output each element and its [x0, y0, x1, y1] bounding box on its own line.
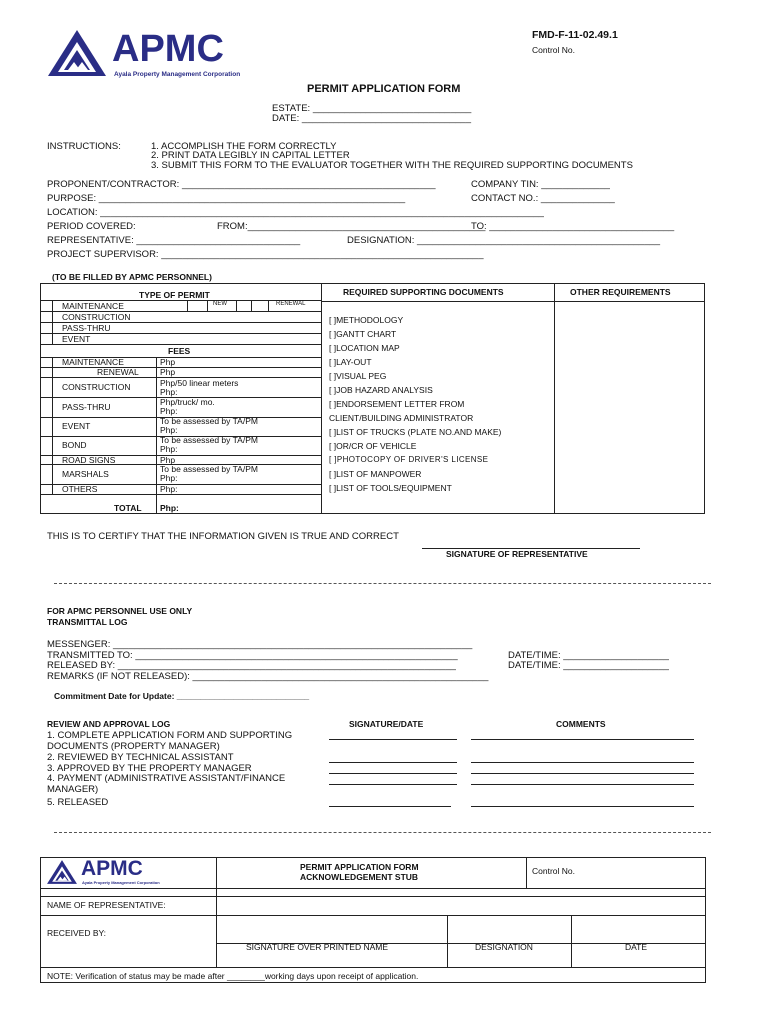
fee-construction-php[interactable]: Php:: [160, 387, 178, 397]
messenger-field[interactable]: MESSENGER: ____________________________________________________________________: [47, 639, 473, 650]
sig-line-1[interactable]: [329, 739, 457, 740]
stub-title-1: PERMIT APPLICATION FORM: [300, 862, 419, 872]
instruction-2: 2. PRINT DATA LEGIBLY IN CAPITAL LETTER: [151, 150, 350, 161]
required-docs-header: REQUIRED SUPPORTING DOCUMENTS: [343, 287, 504, 297]
stub-brand-subtitle: Ayala Property Management Corporation: [82, 880, 160, 885]
certify-text: THIS IS TO CERTIFY THAT THE INFORMATION GIVEN IS TRUE AND CORRECT: [47, 531, 399, 542]
req-manpower[interactable]: [ ]LIST OF MANPOWER: [329, 469, 422, 479]
commitment-date-field[interactable]: Commitment Date for Update: ____________________________: [54, 691, 310, 701]
total-value[interactable]: Php:: [160, 503, 179, 513]
estate-field[interactable]: ESTATE: ______________________________: [272, 103, 472, 114]
brand-name: APMC: [112, 28, 224, 70]
fee-renewal-value[interactable]: Php: [160, 367, 176, 377]
sig-line-3[interactable]: [329, 773, 457, 774]
req-visual-peg[interactable]: [ ]VISUAL PEG: [329, 371, 387, 381]
sig-line-2[interactable]: [329, 762, 457, 763]
fee-bond-label: BOND: [62, 440, 87, 450]
comments-header: COMMENTS: [556, 719, 606, 729]
contact-no-field[interactable]: CONTACT NO.: ______________: [471, 193, 615, 204]
page-title: PERMIT APPLICATION FORM: [307, 83, 461, 95]
cut-line-2: [54, 832, 711, 833]
fee-road-signs-label: ROAD SIGNS: [62, 455, 116, 465]
stub-date: DATE: [625, 942, 648, 952]
fee-bond-value: To be assessed by TA/PM: [160, 435, 258, 445]
project-supervisor-field[interactable]: PROJECT SUPERVISOR: _____________________________________________________________: [47, 249, 484, 260]
req-endorsement-cont: CLIENT/BUILDING ADMINISTRATOR: [329, 413, 474, 423]
fee-event-value: To be assessed by TA/PM: [160, 416, 258, 426]
released-by-field[interactable]: RELEASED BY: ________________________________________________________________: [47, 660, 456, 671]
representative-field[interactable]: REPRESENTATIVE: _______________________________: [47, 235, 301, 246]
comment-line-3[interactable]: [471, 773, 694, 774]
datetime-field-2[interactable]: DATE/TIME: ____________________: [508, 660, 669, 671]
stub-control-no: Control No.: [532, 866, 575, 876]
transmittal-log-title: TRANSMITTAL LOG: [47, 617, 128, 627]
req-gantt-chart[interactable]: [ ]GANTT CHART: [329, 329, 397, 339]
to-field[interactable]: TO: ___________________________________: [471, 221, 675, 232]
comment-line-2[interactable]: [471, 762, 694, 763]
signature-representative-label: SIGNATURE OF REPRESENTATIVE: [446, 549, 588, 559]
remarks-field[interactable]: REMARKS (IF NOT RELEASED): ________________________________________________________: [47, 671, 489, 682]
stub-signature-printed-name: SIGNATURE OVER PRINTED NAME: [246, 942, 388, 952]
req-list-trucks[interactable]: [ ]LIST OF TRUCKS (PLATE NO.AND MAKE): [329, 427, 502, 437]
review-item-1: 1. COMPLETE APPLICATION FORM AND SUPPORTING: [47, 730, 293, 741]
review-item-1-cont: DOCUMENTS (PROPERTY MANAGER): [47, 741, 220, 752]
comment-line-5[interactable]: [471, 806, 694, 807]
req-tools[interactable]: [ ]LIST OF TOOLS/EQUIPMENT: [329, 483, 452, 493]
fee-others-value[interactable]: Php:: [160, 484, 178, 494]
datetime-field-1[interactable]: DATE/TIME: ____________________: [508, 650, 669, 661]
stub-received-by: RECEIVED BY:: [47, 928, 107, 938]
fee-others-label: OTHERS: [62, 484, 98, 494]
fee-pass-thru-label: PASS-THRU: [62, 402, 111, 412]
review-log-title: REVIEW AND APPROVAL LOG: [47, 719, 171, 729]
stub-title-2: ACKNOWLEDGEMENT STUB: [300, 872, 419, 882]
renewal-label: RENEWAL: [276, 301, 306, 307]
instruction-3: 3. SUBMIT THIS FORM TO THE EVALUATOR TOGETHER WITH THE REQUIRED SUPPORTING DOCUMENTS: [151, 160, 633, 171]
fee-maintenance-value[interactable]: Php: [160, 357, 176, 367]
company-tin-field[interactable]: COMPANY TIN: _____________: [471, 179, 610, 190]
review-item-3: 3. APPROVED BY THE PROPERTY MANAGER: [47, 763, 252, 774]
type-event: EVENT: [62, 334, 91, 344]
fee-bond-php[interactable]: Php:: [160, 444, 178, 454]
stub-designation: DESIGNATION: [475, 942, 533, 952]
from-field[interactable]: FROM:_____________________________________________: [217, 221, 486, 232]
fee-construction-label: CONSTRUCTION: [62, 382, 131, 392]
stub-logo-icon: [46, 859, 78, 885]
sig-line-5[interactable]: [329, 806, 451, 807]
type-maintenance: MAINTENANCE: [62, 301, 124, 311]
fee-maintenance-label: MAINTENANCE: [62, 357, 124, 367]
req-lay-out[interactable]: [ ]LAY-OUT: [329, 357, 372, 367]
req-location-map[interactable]: [ ]LOCATION MAP: [329, 343, 400, 353]
fees-header: FEES: [168, 346, 191, 356]
new-label: NEW: [213, 301, 227, 307]
purpose-field[interactable]: PURPOSE: __________________________________________________________: [47, 193, 406, 204]
comment-line-4[interactable]: [471, 784, 694, 785]
sig-line-4[interactable]: [329, 784, 457, 785]
apmc-logo-icon: [46, 28, 108, 78]
fee-pass-thru-php[interactable]: Php:: [160, 406, 178, 416]
fee-event-php[interactable]: Php:: [160, 425, 178, 435]
type-pass-thru: PASS-THRU: [62, 323, 111, 333]
for-apmc-label: FOR APMC PERSONNEL USE ONLY: [47, 606, 193, 616]
fee-construction-value: Php/50 linear meters: [160, 378, 239, 388]
req-job-hazard[interactable]: [ ]JOB HAZARD ANALYSIS: [329, 385, 433, 395]
location-field[interactable]: LOCATION: ____________________________________________________________________________________: [47, 207, 544, 218]
review-item-5: 5. RELEASED: [47, 797, 109, 808]
comment-line-1[interactable]: [471, 739, 694, 740]
review-item-4-cont: MANAGER): [47, 784, 99, 795]
instruction-1: 1. ACCOMPLISH THE FORM CORRECTLY: [151, 141, 337, 152]
fee-renewal-label: RENEWAL: [97, 367, 139, 377]
req-methodology[interactable]: [ ]METHODOLOGY: [329, 315, 404, 325]
req-drivers-license[interactable]: [ ]PHOTOCOPY OF DRIVER'S LICENSE: [329, 455, 489, 464]
instructions-label: INSTRUCTIONS:: [47, 141, 121, 152]
apmc-personnel-note: (TO BE FILLED BY APMC PERSONNEL): [52, 272, 212, 282]
apmc-logo: [46, 28, 261, 80]
stub-logo: [46, 859, 206, 887]
proponent-field[interactable]: PROPONENT/CONTRACTOR: ________________________________________________: [47, 179, 436, 190]
stub-note: NOTE: Verification of status may be made after ________working days upon receipt of application.: [47, 971, 419, 981]
fee-marshals-value: To be assessed by TA/PM: [160, 464, 258, 474]
control-no-label: Control No.: [532, 45, 575, 55]
type-construction: CONSTRUCTION: [62, 312, 131, 322]
stub-name-of-representative: NAME OF REPRESENTATIVE:: [47, 900, 166, 910]
req-or-cr[interactable]: [ ]OR/CR OF VEHICLE: [329, 441, 417, 451]
other-requirements-header: OTHER REQUIREMENTS: [570, 287, 671, 297]
fee-pass-thru-value: Php/truck/ mo.: [160, 397, 215, 407]
transmitted-to-field[interactable]: TRANSMITTED TO: _____________________________________________________________: [47, 650, 458, 661]
stub-brand-name: APMC: [81, 857, 143, 880]
total-label: TOTAL: [114, 503, 142, 513]
type-of-permit-header: TYPE OF PERMIT: [139, 290, 210, 300]
period-covered-label: PERIOD COVERED:: [47, 221, 136, 232]
fee-marshals-php[interactable]: Php:: [160, 473, 178, 483]
fee-road-signs-value[interactable]: Php: [160, 455, 176, 465]
review-item-4: 4. PAYMENT (ADMINISTRATIVE ASSISTANT/FINANCE: [47, 773, 286, 784]
req-endorsement[interactable]: [ ]ENDORSEMENT LETTER FROM: [329, 399, 465, 409]
form-code: FMD-F-11-02.49.1: [532, 29, 618, 41]
fee-marshals-label: MARSHALS: [62, 469, 109, 479]
signature-date-header: SIGNATURE/DATE: [349, 719, 424, 729]
date-field[interactable]: DATE: ________________________________: [272, 113, 471, 124]
brand-subtitle: Ayala Property Management Corporation: [114, 71, 241, 78]
cut-line-1: [54, 583, 711, 584]
review-item-2: 2. REVIEWED BY TECHNICAL ASSISTANT: [47, 752, 234, 763]
designation-field[interactable]: DESIGNATION: ______________________________________________: [347, 235, 661, 246]
fee-event-label: EVENT: [62, 421, 91, 431]
